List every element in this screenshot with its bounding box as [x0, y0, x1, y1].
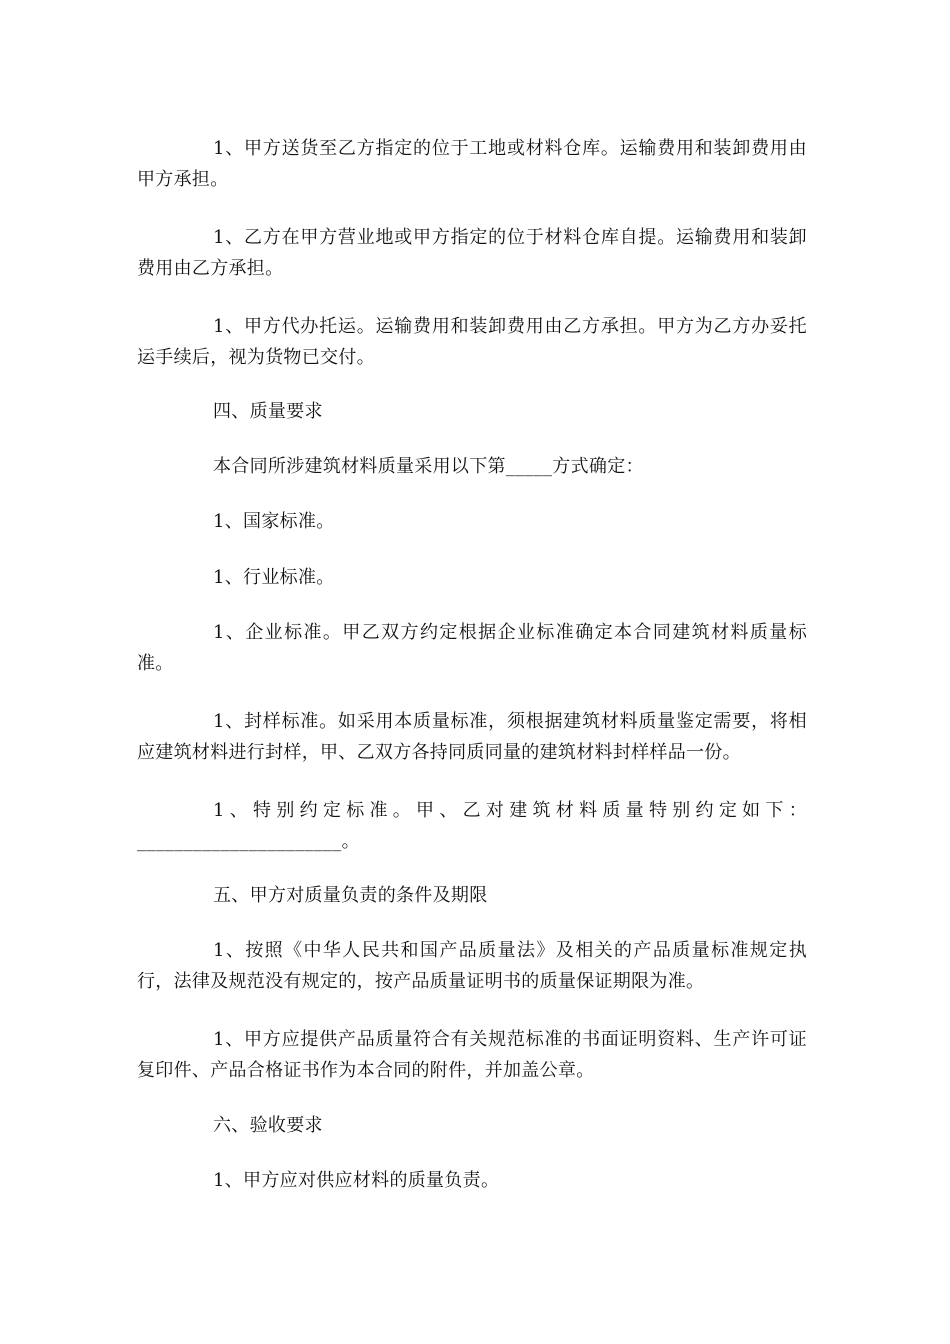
list-item-national-standard: 1、国家标准。	[213, 511, 335, 532]
paragraph-product-quality-law: 1、按照《中华人民共和国产品质量法》及相关的产品质量标准规定执行，法律及规范没有规定的，按产品质量证明书的质量保证期限为准。	[137, 940, 807, 992]
paragraph-self-pickup-by-party-b: 1、乙方在甲方营业地或甲方指定的位于材料仓库自提。运输费用和装卸费用由乙方承担。	[137, 227, 807, 279]
list-item-sealed-sample-standard: 1、封样标准。如采用本质量标准，须根据建筑材料质量鉴定需要，将相应建筑材料进行封样，甲、乙双方各持同质同量的建筑材料封样样品一份。	[137, 711, 807, 763]
section-heading-quality-requirements: 四、质量要求	[213, 401, 323, 422]
list-item-special-agreement-standard: 1、特别约定标准。甲、乙对建筑材料质量特别约定如下：______________________。	[137, 800, 807, 852]
section-heading-acceptance-requirements: 六、验收要求	[213, 1115, 323, 1136]
list-item-industry-standard: 1、行业标准。	[213, 567, 335, 588]
paragraph-consigned-shipping: 1、甲方代办托运。运输费用和装卸费用由乙方承担。甲方为乙方办妥托运手续后，视为货物已交付。	[137, 316, 807, 368]
paragraph-quality-method: 本合同所涉建筑材料质量采用以下第_____方式确定：	[213, 456, 644, 477]
paragraph-delivery-by-party-a: 1、甲方送货至乙方指定的位于工地或材料仓库。运输费用和装卸费用由甲方承担。	[137, 138, 807, 190]
paragraph-quality-certificates: 1、甲方应提供产品质量符合有关规范标准的书面证明资料、生产许可证复印件、产品合格证书作为本合同的附件，并加盖公章。	[137, 1029, 807, 1081]
list-item-enterprise-standard: 1、企业标准。甲乙双方约定根据企业标准确定本合同建筑材料质量标准。	[137, 622, 807, 674]
section-heading-quality-responsibility: 五、甲方对质量负责的条件及期限	[213, 885, 488, 906]
paragraph-material-quality-responsibility: 1、甲方应对供应材料的质量负责。	[213, 1170, 500, 1191]
